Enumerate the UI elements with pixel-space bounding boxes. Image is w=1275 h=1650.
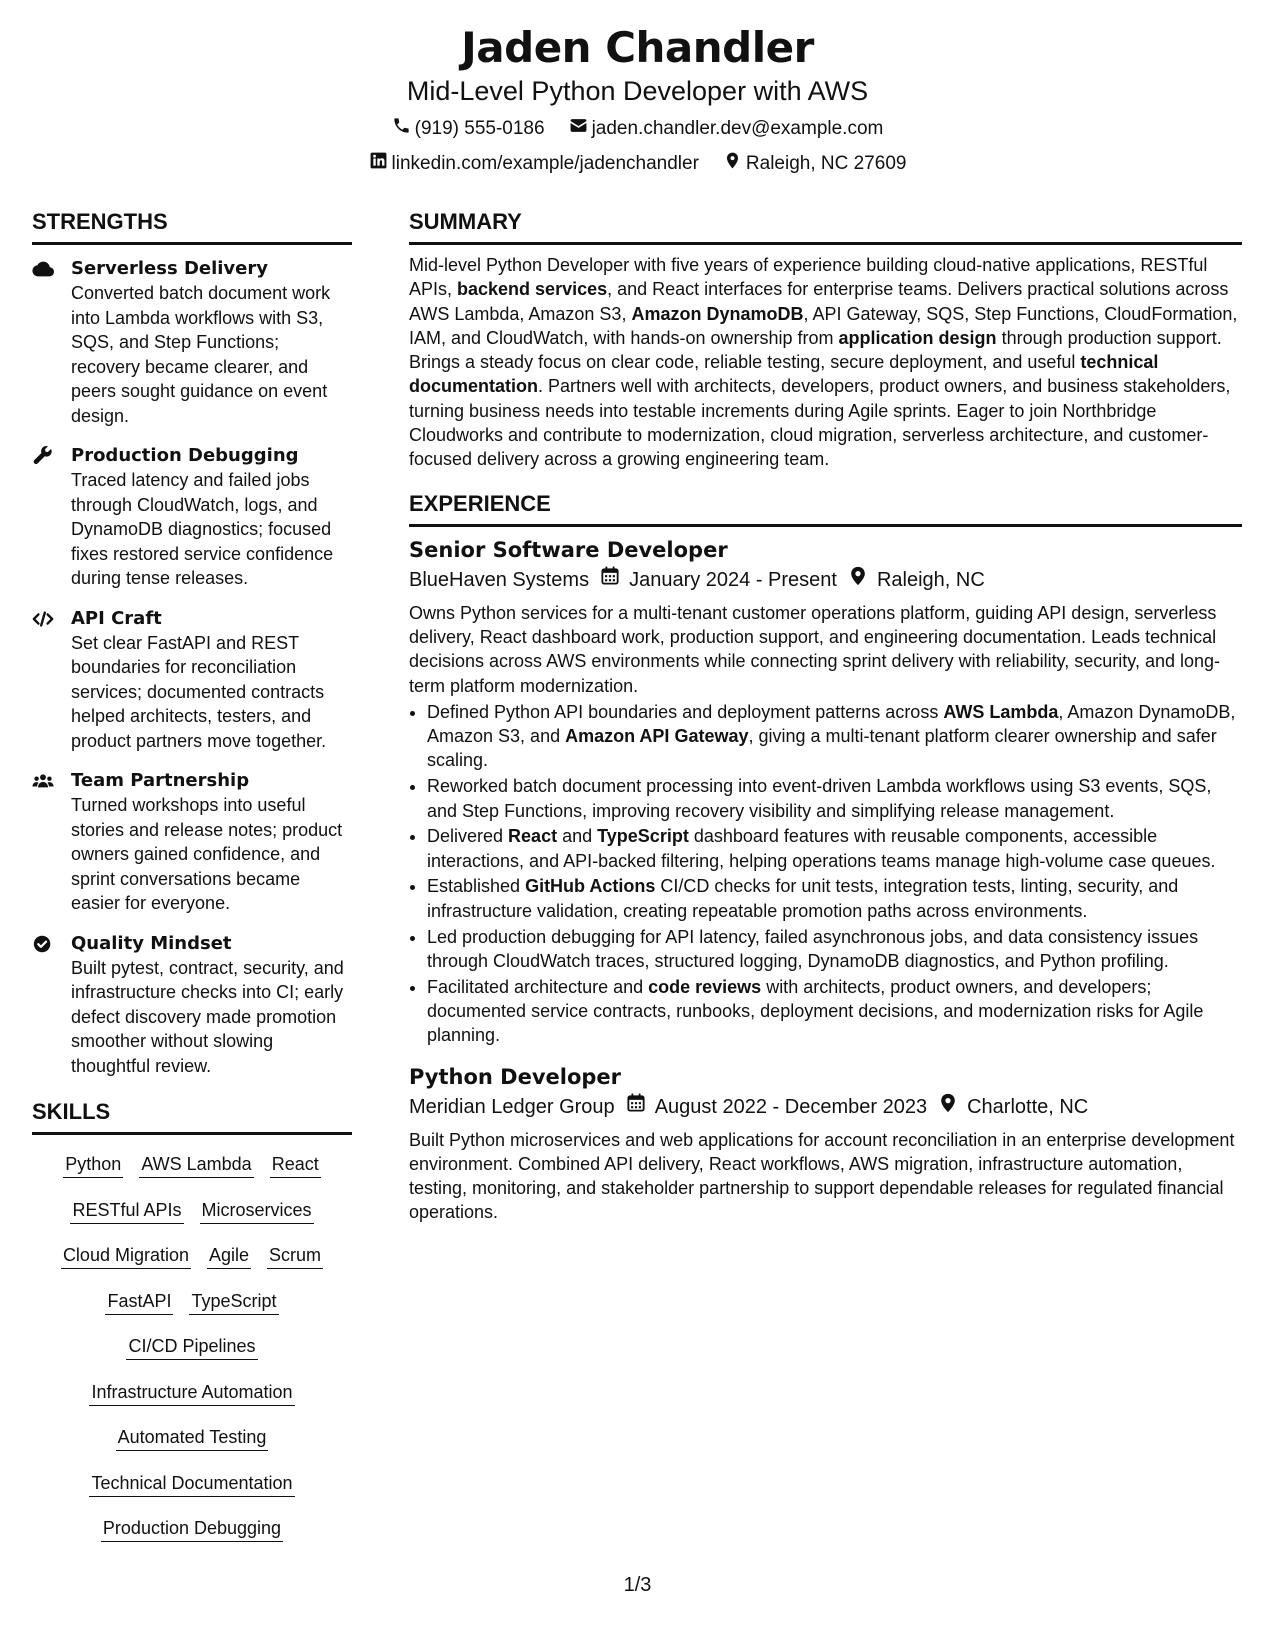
strengths-heading: STRENGTHS <box>32 208 352 245</box>
strength-item <box>32 257 352 428</box>
right-column <box>409 208 1242 1225</box>
skill-tag: Infrastructure Automation <box>89 1379 294 1406</box>
strength-item <box>32 607 352 754</box>
job-dates: August 2022 - December 2023 <box>654 1095 928 1118</box>
job-bullet: • Defined Python API boundaries and deployment patterns across AWS Lambda, Amazon DynamoDB, Amazon S3, and Amazon API Gateway, giving a multi-tenant platform clearer ownership and safer scaling. <box>427 700 1242 773</box>
phone-number: (919) 555-0186 <box>414 118 545 139</box>
skills-list <box>32 1145 352 1555</box>
summary-heading: SUMMARY <box>409 208 1242 245</box>
bold-keyword: Amazon API Gateway <box>565 726 749 747</box>
contact-row-1 <box>0 116 1275 142</box>
strength-title: API Craft <box>71 607 162 629</box>
job-title: Python Developer <box>409 1064 622 1089</box>
job-entry <box>409 535 1242 1048</box>
phone-icon <box>392 116 411 142</box>
strength-title: Team Partnership <box>71 770 250 791</box>
skill-row <box>32 1373 352 1419</box>
map-pin-icon <box>723 151 742 177</box>
experience-heading: EXPERIENCE <box>409 490 1242 527</box>
job-location: Charlotte, NC <box>967 1095 1089 1118</box>
job-dates-item <box>601 565 837 595</box>
bold-keyword: code reviews <box>648 976 762 997</box>
skill-tag: Automated Testing <box>116 1424 269 1451</box>
contact-row-2 <box>0 151 1275 177</box>
experience-section <box>409 490 1242 1225</box>
wrench-icon <box>32 446 56 466</box>
skill-tag: CI/CD Pipelines <box>126 1333 257 1360</box>
strength-text: Built pytest, contract, security, and infrastructure checks into CI; early defect discovery made promotion smoother without slowing thoughtful review. <box>71 957 344 1076</box>
skill-tag: Microservices <box>200 1197 314 1224</box>
job-bullet: • Established GitHub Actions CI/CD checks for unit tests, integration tests, linting, security, and infrastructure validation, creating repeatable promotion paths across environments. <box>427 874 1242 923</box>
candidate-title: Mid-Level Python Developer with AWS <box>406 76 869 106</box>
strength-text: Traced latency and failed jobs through CloudWatch, logs, and DynamoDB diagnostics; focused fixes restored service confidence during tense releases. <box>71 470 334 588</box>
bold-keyword: application design <box>838 327 997 348</box>
job-description: Built Python microservices and web applications for account reconciliation in an enterprise development environment. Combined API delivery, React workflows, AWS migration, infrastructure automation, testing, monitoring, and stakeholder partnership to support dependable releases for regulated financial operations. <box>409 1129 1235 1223</box>
summary-text: Mid-level Python Developer with five years of experience building cloud-native applications, RESTful APIs, backend services, and React interfaces for enterprise teams. Delivers practical solutions across AWS Lambda, Amazon S3, Amazon DynamoDB, API Gateway, SQS, Step Functions, CloudFormation, IAM, and CloudWatch, with hands-on ownership from application design through production support. Brings a steady focus on clear code, reliable testing, secure deployment, and useful technical documentation. Partners well with architects, developers, product owners, and business stakeholders, turning business needs into testable increments during Agile sprints. Eager to join Northbridge Cloudworks and contribute to modernization, cloud migration, serverless architecture, and customer-focused delivery across a growing engineering team. <box>409 255 1238 470</box>
job-dates: January 2024 - Present <box>629 568 837 591</box>
skill-tag: Agile <box>207 1242 251 1269</box>
users-icon <box>32 771 56 791</box>
skill-tag: TypeScript <box>189 1288 278 1315</box>
page-number: 1/3 <box>623 1574 652 1596</box>
skill-row <box>32 1464 352 1510</box>
bold-keyword: backend services <box>457 279 608 300</box>
strength-text: Set clear FastAPI and REST boundaries for reconciliation services; documented contracts helped architects, testers, and product partners move together. <box>71 632 327 751</box>
skills-section <box>32 1098 352 1555</box>
skill-row <box>32 1327 352 1373</box>
strengths-list <box>32 257 352 1078</box>
skill-tag: Scrum <box>267 1242 323 1269</box>
skill-row <box>32 1145 352 1191</box>
check-circle-icon <box>32 934 56 954</box>
skill-tag: React <box>270 1151 321 1178</box>
strength-title: Serverless Delivery <box>71 258 268 279</box>
strength-item <box>32 444 352 591</box>
company-name: Meridian Ledger Group <box>409 1095 615 1118</box>
linkedin-contact[interactable] <box>369 151 699 177</box>
bold-keyword: technical documentation <box>409 352 1159 397</box>
calendar-icon <box>601 565 619 595</box>
job-bullets <box>409 700 1242 1048</box>
job-description: Owns Python services for a multi-tenant customer operations platform, guiding API design, serverless delivery, React dashboard work, production support, and engineering documentation. Leads technical decisions across AWS environments while connecting sprint delivery with reliability, security, and long-term platform modernization. <box>409 602 1221 696</box>
email-address[interactable]: jaden.chandler.dev@example.com <box>591 118 884 139</box>
bold-keyword: AWS Lambda <box>943 701 1059 722</box>
job-location-item <box>939 1092 1088 1122</box>
job-meta <box>409 565 1242 595</box>
company-name: BlueHaven Systems <box>409 568 590 591</box>
skill-tag: AWS Lambda <box>139 1151 253 1178</box>
job-bullet: • Led production debugging for API latency, failed asynchronous jobs, and data consistency issues through CloudWatch traces, structured logging, DynamoDB diagnostics, and Python profiling. <box>427 925 1242 974</box>
job-bullet: • Reworked batch document processing into event-driven Lambda workflows using S3 events, SQS, and Step Functions, improving recovery visibility and simplifying release management. <box>427 774 1242 823</box>
skill-tag: FastAPI <box>105 1288 173 1315</box>
strength-title: Production Debugging <box>71 445 299 466</box>
job-entry <box>409 1062 1242 1225</box>
skill-row <box>32 1418 352 1464</box>
candidate-name: Jaden Chandler <box>461 23 814 72</box>
strength-item <box>32 769 352 916</box>
bold-keyword: GitHub Actions <box>525 876 656 897</box>
job-location: Raleigh, NC <box>876 568 985 591</box>
bold-keyword: Amazon DynamoDB <box>631 303 804 324</box>
code-icon <box>32 609 56 629</box>
skill-row <box>32 1282 352 1328</box>
email-contact[interactable] <box>569 116 884 142</box>
job-location-item <box>849 565 985 595</box>
skill-tag: Technical Documentation <box>89 1470 294 1497</box>
location-contact <box>723 151 907 177</box>
calendar-icon <box>627 1092 645 1122</box>
phone-contact <box>392 116 545 142</box>
skill-tag: Python <box>63 1151 123 1178</box>
cloud-icon <box>32 259 56 279</box>
envelope-icon <box>569 116 588 142</box>
bold-keyword: TypeScript <box>597 826 689 847</box>
job-bullet: • Delivered React and TypeScript dashboard features with reusable components, accessible interactions, and API-backed filtering, helping operations teams manage high-volume case queues. <box>427 824 1242 873</box>
strength-item <box>32 932 352 1079</box>
bold-keyword: React <box>508 826 558 847</box>
strength-text: Turned workshops into useful stories and release notes; product owners gained confidence, and sprint conversations became easier for everyone. <box>71 795 343 913</box>
strength-text: Converted batch document work into Lambda workflows with S3, SQS, and Step Functions; recovery became clearer, and peers sought guidance on event design. <box>71 283 331 426</box>
job-bullet: • Facilitated architecture and code reviews with architects, product owners, and developers; documented service contracts, runbooks, deployment decisions, and modernization risks for Agile planning. <box>427 975 1242 1048</box>
skill-row <box>32 1509 352 1555</box>
skill-tag: Production Debugging <box>101 1515 283 1542</box>
job-meta <box>409 1092 1242 1122</box>
job-dates-item <box>627 1092 927 1122</box>
strength-title: Quality Mindset <box>71 932 232 954</box>
skills-heading: SKILLS <box>32 1098 352 1135</box>
linkedin-url[interactable]: linkedin.com/example/jadenchandler <box>391 153 699 174</box>
location-text: Raleigh, NC 27609 <box>745 153 907 174</box>
skill-tag: Cloud Migration <box>61 1242 191 1269</box>
resume-header <box>0 22 1275 177</box>
skill-row <box>32 1191 352 1237</box>
job-title: Senior Software Developer <box>409 537 728 562</box>
linkedin-icon <box>369 151 388 177</box>
map-pin-icon <box>849 565 867 595</box>
left-column <box>32 208 352 1555</box>
skill-row <box>32 1236 352 1282</box>
map-pin-icon <box>939 1092 957 1122</box>
skill-tag: RESTful APIs <box>70 1197 183 1224</box>
